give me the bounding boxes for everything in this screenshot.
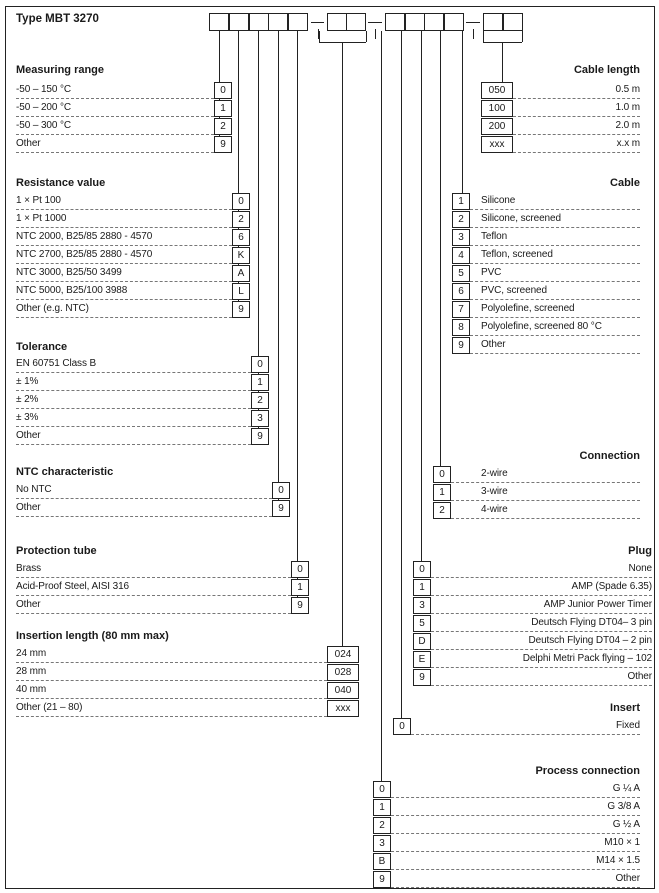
code-cell: E (413, 651, 431, 668)
code-cell: 0 (272, 482, 290, 499)
row-rule (470, 335, 640, 336)
row-rule (470, 353, 640, 354)
option-label: Silicone (481, 195, 516, 206)
code-cell: 050 (481, 82, 513, 99)
option-label: Delphi Metri Pack flying – 102 (522, 653, 652, 664)
option-label: 24 mm (16, 648, 47, 659)
code-cell: 2 (373, 817, 391, 834)
code-cell: 2 (232, 211, 250, 228)
code-cell: 0 (232, 193, 250, 210)
code-cell: 024 (327, 646, 359, 663)
leader-line (440, 31, 441, 473)
code-box-9 (405, 13, 425, 31)
row-rule (451, 518, 640, 519)
code-cell: 2 (452, 211, 470, 228)
option-label: Other (16, 599, 41, 610)
row-rule (431, 595, 652, 596)
row-rule (16, 662, 327, 663)
option-label: 3-wire (481, 486, 508, 497)
row-rule (470, 263, 640, 264)
row-rule (391, 851, 640, 852)
row-rule (16, 372, 251, 373)
code-box-13 (503, 13, 523, 31)
row-rule (431, 631, 652, 632)
option-label: Acid-Proof Steel, AISI 316 (16, 581, 130, 592)
option-label: Other (e.g. NTC) (16, 303, 89, 314)
code-cell: 4 (452, 247, 470, 264)
section-title-insert: Insert (610, 702, 640, 714)
option-label: AMP Junior Power Timer (543, 599, 652, 610)
option-label: NTC 5000, B25/100 3988 (16, 285, 128, 296)
row-rule (513, 134, 640, 135)
leader-line (278, 31, 279, 508)
row-rule (16, 390, 251, 391)
row-rule (16, 134, 214, 135)
code-cell: 7 (452, 301, 470, 318)
row-rule (513, 116, 640, 117)
option-label: Other (481, 339, 506, 350)
code-cell: 1 (373, 799, 391, 816)
leader-line (342, 42, 343, 654)
section-title-cable: Cable (610, 177, 640, 189)
code-cell: 3 (373, 835, 391, 852)
option-label: x.x m (616, 138, 640, 149)
code-cell: K (232, 247, 250, 264)
code-box-10 (424, 13, 444, 31)
code-cell: 1 (452, 193, 470, 210)
code-cell: 0 (214, 82, 232, 99)
section-title-ntc-characteristic: NTC characteristic (16, 466, 114, 478)
section-title-tolerance: Tolerance (16, 341, 68, 353)
row-rule (16, 281, 232, 282)
code-cell: 0 (413, 561, 431, 578)
code-cell: 100 (481, 100, 513, 117)
code-cell: 2 (214, 118, 232, 135)
code-cell: 5 (452, 265, 470, 282)
code-box-8 (385, 13, 405, 31)
code-separator (311, 22, 324, 23)
code-box-1 (209, 13, 229, 31)
code-cell: 2 (251, 392, 269, 409)
section-title-insertion-length: Insertion length (80 mm max) (16, 630, 169, 642)
row-rule (16, 698, 327, 699)
option-label: Teflon, screened (481, 249, 553, 260)
row-rule (16, 716, 327, 717)
bracket-leg (483, 31, 484, 42)
code-box-5 (288, 13, 308, 31)
row-rule (16, 516, 272, 517)
section-title-cable-length: Cable length (573, 64, 640, 76)
option-label: Deutsch Flying DT04– 3 pin (531, 617, 652, 628)
code-separator (368, 22, 382, 23)
row-rule (16, 227, 232, 228)
section-title-measuring-range: Measuring range (16, 64, 105, 76)
code-cell: L (232, 283, 250, 300)
option-label: 1.0 m (615, 102, 640, 113)
code-separator-tick (375, 29, 376, 39)
code-cell: 9 (232, 301, 250, 318)
row-rule (16, 680, 327, 681)
code-cell: 1 (251, 374, 269, 391)
option-label: NTC 2700, B25/85 2880 - 4570 (16, 249, 153, 260)
option-label: Teflon (481, 231, 508, 242)
option-label: Other (16, 502, 41, 513)
code-cell: 6 (232, 229, 250, 246)
row-rule (391, 869, 640, 870)
option-label: Silicone, screened (481, 213, 561, 224)
code-cell: 3 (413, 597, 431, 614)
row-rule (431, 667, 652, 668)
code-cell: A (232, 265, 250, 282)
row-rule (470, 281, 640, 282)
option-label: 1 × Pt 100 (16, 195, 61, 206)
option-label: AMP (Spade 6.35) (571, 581, 652, 592)
option-label: Other (627, 671, 652, 682)
row-rule (470, 227, 640, 228)
option-label: Polyolefine, screened (481, 303, 575, 314)
option-label: Deutsch Flying DT04 – 2 pin (528, 635, 652, 646)
section-title-connection: Connection (579, 450, 640, 462)
option-label: G ½ A (612, 819, 640, 830)
option-label: G ¼ A (612, 783, 640, 794)
code-box-7 (346, 13, 366, 31)
row-rule (391, 833, 640, 834)
option-label: Other (16, 430, 41, 441)
row-rule (16, 595, 291, 596)
row-rule (451, 482, 640, 483)
row-rule (451, 500, 640, 501)
code-cell: 1 (433, 484, 451, 501)
leader-line (297, 31, 298, 605)
option-label: 2.0 m (615, 120, 640, 131)
row-rule (16, 245, 232, 246)
option-label: Other (16, 138, 41, 149)
code-box-11 (444, 13, 464, 31)
row-rule (16, 577, 291, 578)
code-cell: 9 (413, 669, 431, 686)
row-rule (16, 317, 232, 318)
code-cell: 028 (327, 664, 359, 681)
bracket-leg (319, 31, 320, 42)
option-label: PVC (481, 267, 502, 278)
code-cell: 9 (452, 337, 470, 354)
code-separator (466, 22, 480, 23)
row-rule (470, 245, 640, 246)
leader-line (401, 31, 402, 726)
code-box-6 (327, 13, 347, 31)
code-cell: 200 (481, 118, 513, 135)
code-cell: 9 (251, 428, 269, 445)
code-cell: D (413, 633, 431, 650)
row-rule (16, 98, 214, 99)
row-rule (411, 734, 640, 735)
row-rule (391, 887, 640, 888)
code-cell: 5 (413, 615, 431, 632)
option-label: Other (21 – 80) (16, 702, 83, 713)
option-label: 4-wire (481, 504, 508, 515)
code-cell: B (373, 853, 391, 870)
row-rule (16, 116, 214, 117)
code-cell: 3 (251, 410, 269, 427)
row-rule (16, 408, 251, 409)
row-rule (391, 797, 640, 798)
code-cell: 0 (373, 781, 391, 798)
option-label: EN 60751 Class B (16, 358, 97, 369)
code-box-4 (268, 13, 288, 31)
page-title: Type MBT 3270 (16, 13, 99, 25)
row-rule (391, 815, 640, 816)
code-cell: 0 (251, 356, 269, 373)
code-cell: 9 (214, 136, 232, 153)
section-title-resistance-value: Resistance value (16, 177, 106, 189)
row-rule (16, 444, 251, 445)
row-rule (16, 299, 232, 300)
code-cell: 6 (452, 283, 470, 300)
leader-line (381, 31, 382, 788)
option-label: Other (615, 873, 640, 884)
code-cell: 1 (214, 100, 232, 117)
row-rule (513, 152, 640, 153)
section-title-plug: Plug (628, 545, 652, 557)
option-label: Polyolefine, screened 80 °C (481, 321, 602, 332)
code-box-12 (483, 13, 503, 31)
section-title-process-connection: Process connection (535, 765, 640, 777)
option-label: -50 – 150 °C (16, 84, 72, 95)
code-cell: 9 (272, 500, 290, 517)
option-label: PVC, screened (481, 285, 547, 296)
row-rule (431, 649, 652, 650)
code-cell: 0 (433, 466, 451, 483)
option-label: ± 1% (16, 376, 39, 387)
code-cell: 1 (291, 579, 309, 596)
option-label: G 3/8 A (607, 801, 640, 812)
top-strip (0, 0, 659, 3)
row-rule (16, 426, 251, 427)
row-rule (16, 263, 232, 264)
option-label: 0.5 m (615, 84, 640, 95)
option-label: No NTC (16, 484, 52, 495)
option-label: 2-wire (481, 468, 508, 479)
code-cell: 9 (291, 597, 309, 614)
code-cell: 2 (433, 502, 451, 519)
option-label: 1 × Pt 1000 (16, 213, 67, 224)
option-label: -50 – 200 °C (16, 102, 72, 113)
code-cell: xxx (481, 136, 513, 153)
row-rule (470, 317, 640, 318)
code-cell: xxx (327, 700, 359, 717)
option-label: Brass (16, 563, 42, 574)
row-rule (470, 209, 640, 210)
row-rule (431, 613, 652, 614)
option-label: M10 × 1 (604, 837, 640, 848)
row-rule (16, 152, 214, 153)
leader-line (462, 31, 463, 200)
option-label: M14 × 1.5 (596, 855, 640, 866)
option-label: ± 2% (16, 394, 39, 405)
code-cell: 9 (373, 871, 391, 888)
code-cell: 1 (413, 579, 431, 596)
code-cell: 0 (393, 718, 411, 735)
option-label: 28 mm (16, 666, 47, 677)
option-label: NTC 2000, B25/85 2880 - 4570 (16, 231, 153, 242)
bracket-leg (366, 31, 367, 42)
row-rule (431, 685, 652, 686)
bracket-leg (522, 31, 523, 42)
code-cell: 8 (452, 319, 470, 336)
option-label: ± 3% (16, 412, 39, 423)
row-rule (513, 98, 640, 99)
row-rule (16, 613, 291, 614)
row-rule (16, 209, 232, 210)
code-cell: 040 (327, 682, 359, 699)
option-label: -50 – 300 °C (16, 120, 72, 131)
option-label: Fixed (616, 720, 640, 731)
option-label: 40 mm (16, 684, 47, 695)
option-label: NTC 3000, B25/50 3499 (16, 267, 122, 278)
code-box-3 (249, 13, 269, 31)
row-rule (431, 577, 652, 578)
row-rule (16, 498, 272, 499)
code-cell: 3 (452, 229, 470, 246)
code-cell: 0 (291, 561, 309, 578)
row-rule (470, 299, 640, 300)
code-box-2 (229, 13, 249, 31)
option-label: None (628, 563, 652, 574)
code-separator-tick (473, 29, 474, 39)
section-title-protection-tube: Protection tube (16, 545, 97, 557)
